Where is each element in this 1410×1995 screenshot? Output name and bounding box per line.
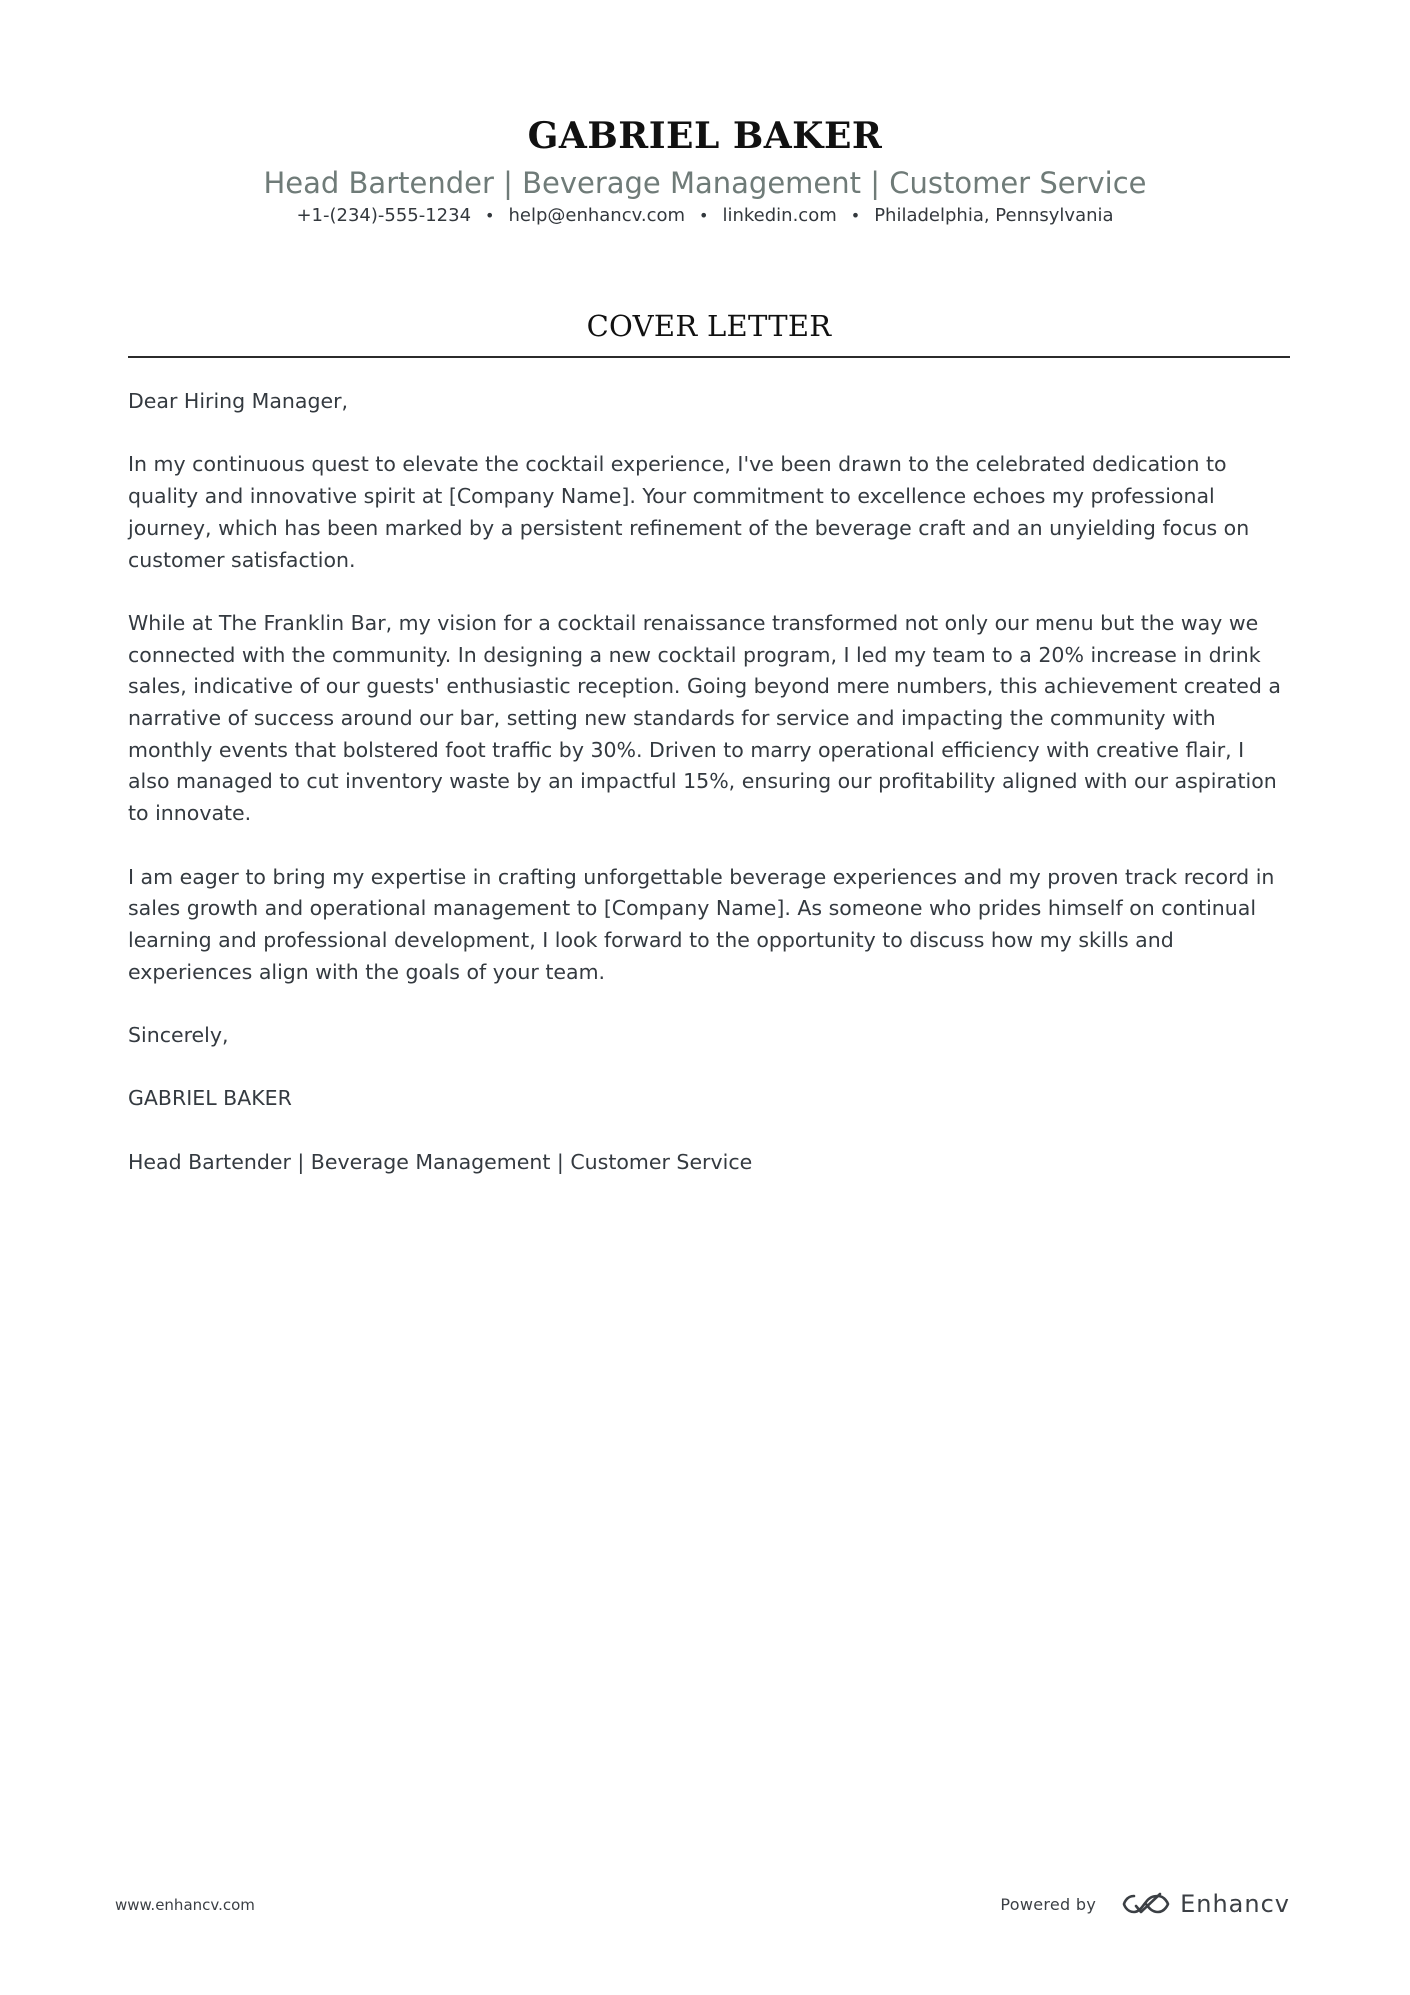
- paragraph-2: While at The Franklin Bar, my vision for a cocktail renaissance transformed not only our menu but the way we connected with the community. In designing a new cocktail program, I led my team to a 20% increase in drink sales, indicative of our guests' enthusiastic reception. Going beyond mere numbers, this achievement created a narrative of success around our bar, setting new standards for service and impacting the community with monthly events that bolstered foot traffic by 30%. Driven to marry operational efficiency with creative flair, I also managed to cut inventory waste by an impactful 15%, ensuring our profitability aligned with our aspiration to innovate.: [128, 610, 1281, 826]
- salutation: Dear Hiring Manager,: [128, 389, 349, 413]
- contact-line: [0, 202, 1410, 230]
- footer-branding[interactable]: [1000, 1884, 1290, 1924]
- location: Philadelphia, Pennsylvania: [874, 205, 1114, 226]
- powered-by-label: Powered by: [1000, 1894, 1097, 1914]
- phone: +1-(234)-555-1234: [296, 205, 472, 226]
- section-title: COVER LETTER: [586, 309, 832, 343]
- section-divider: [128, 356, 1290, 358]
- paragraph-1: In my continuous quest to elevate the cocktail experience, I've been drawn to the celebrated dedication to quality and innovative spirit at [Company Name]. Your commitment to excellence echoes my professional journey, which has been marked by a persistent refinement of the beverage craft and an unyielding focus on customer satisfaction.: [128, 452, 1250, 572]
- header: [0, 112, 1410, 230]
- signature-name: GABRIEL BAKER: [128, 1086, 292, 1111]
- bullet-separator: •: [699, 206, 709, 225]
- signature-title: Head Bartender | Beverage Management | Customer Service: [128, 1149, 753, 1174]
- closing: Sincerely,: [128, 1023, 229, 1047]
- candidate-name: GABRIEL BAKER: [527, 115, 883, 157]
- letter-body: [128, 386, 1290, 1210]
- bullet-separator: •: [485, 206, 495, 225]
- linkedin[interactable]: linkedin.com: [722, 205, 837, 226]
- paragraph-3: I am eager to bring my expertise in crafting unforgettable beverage experiences and my proven track record in sales growth and operational management to [Company Name]. As someone who prides himself on continual learning and professional development, I look forward to the opportunity to discuss how my skills and experiences align with the goals of your team.: [128, 864, 1275, 984]
- email[interactable]: help@enhancv.com: [508, 205, 686, 226]
- bullet-separator: •: [850, 206, 861, 225]
- enhancv-logo-icon: [1122, 1891, 1170, 1917]
- candidate-headline: Head Bartender | Beverage Management | Customer Service: [263, 166, 1147, 200]
- brand-name: Enhancv: [1180, 1890, 1290, 1918]
- footer-website[interactable]: www.enhancv.com: [115, 1896, 255, 1914]
